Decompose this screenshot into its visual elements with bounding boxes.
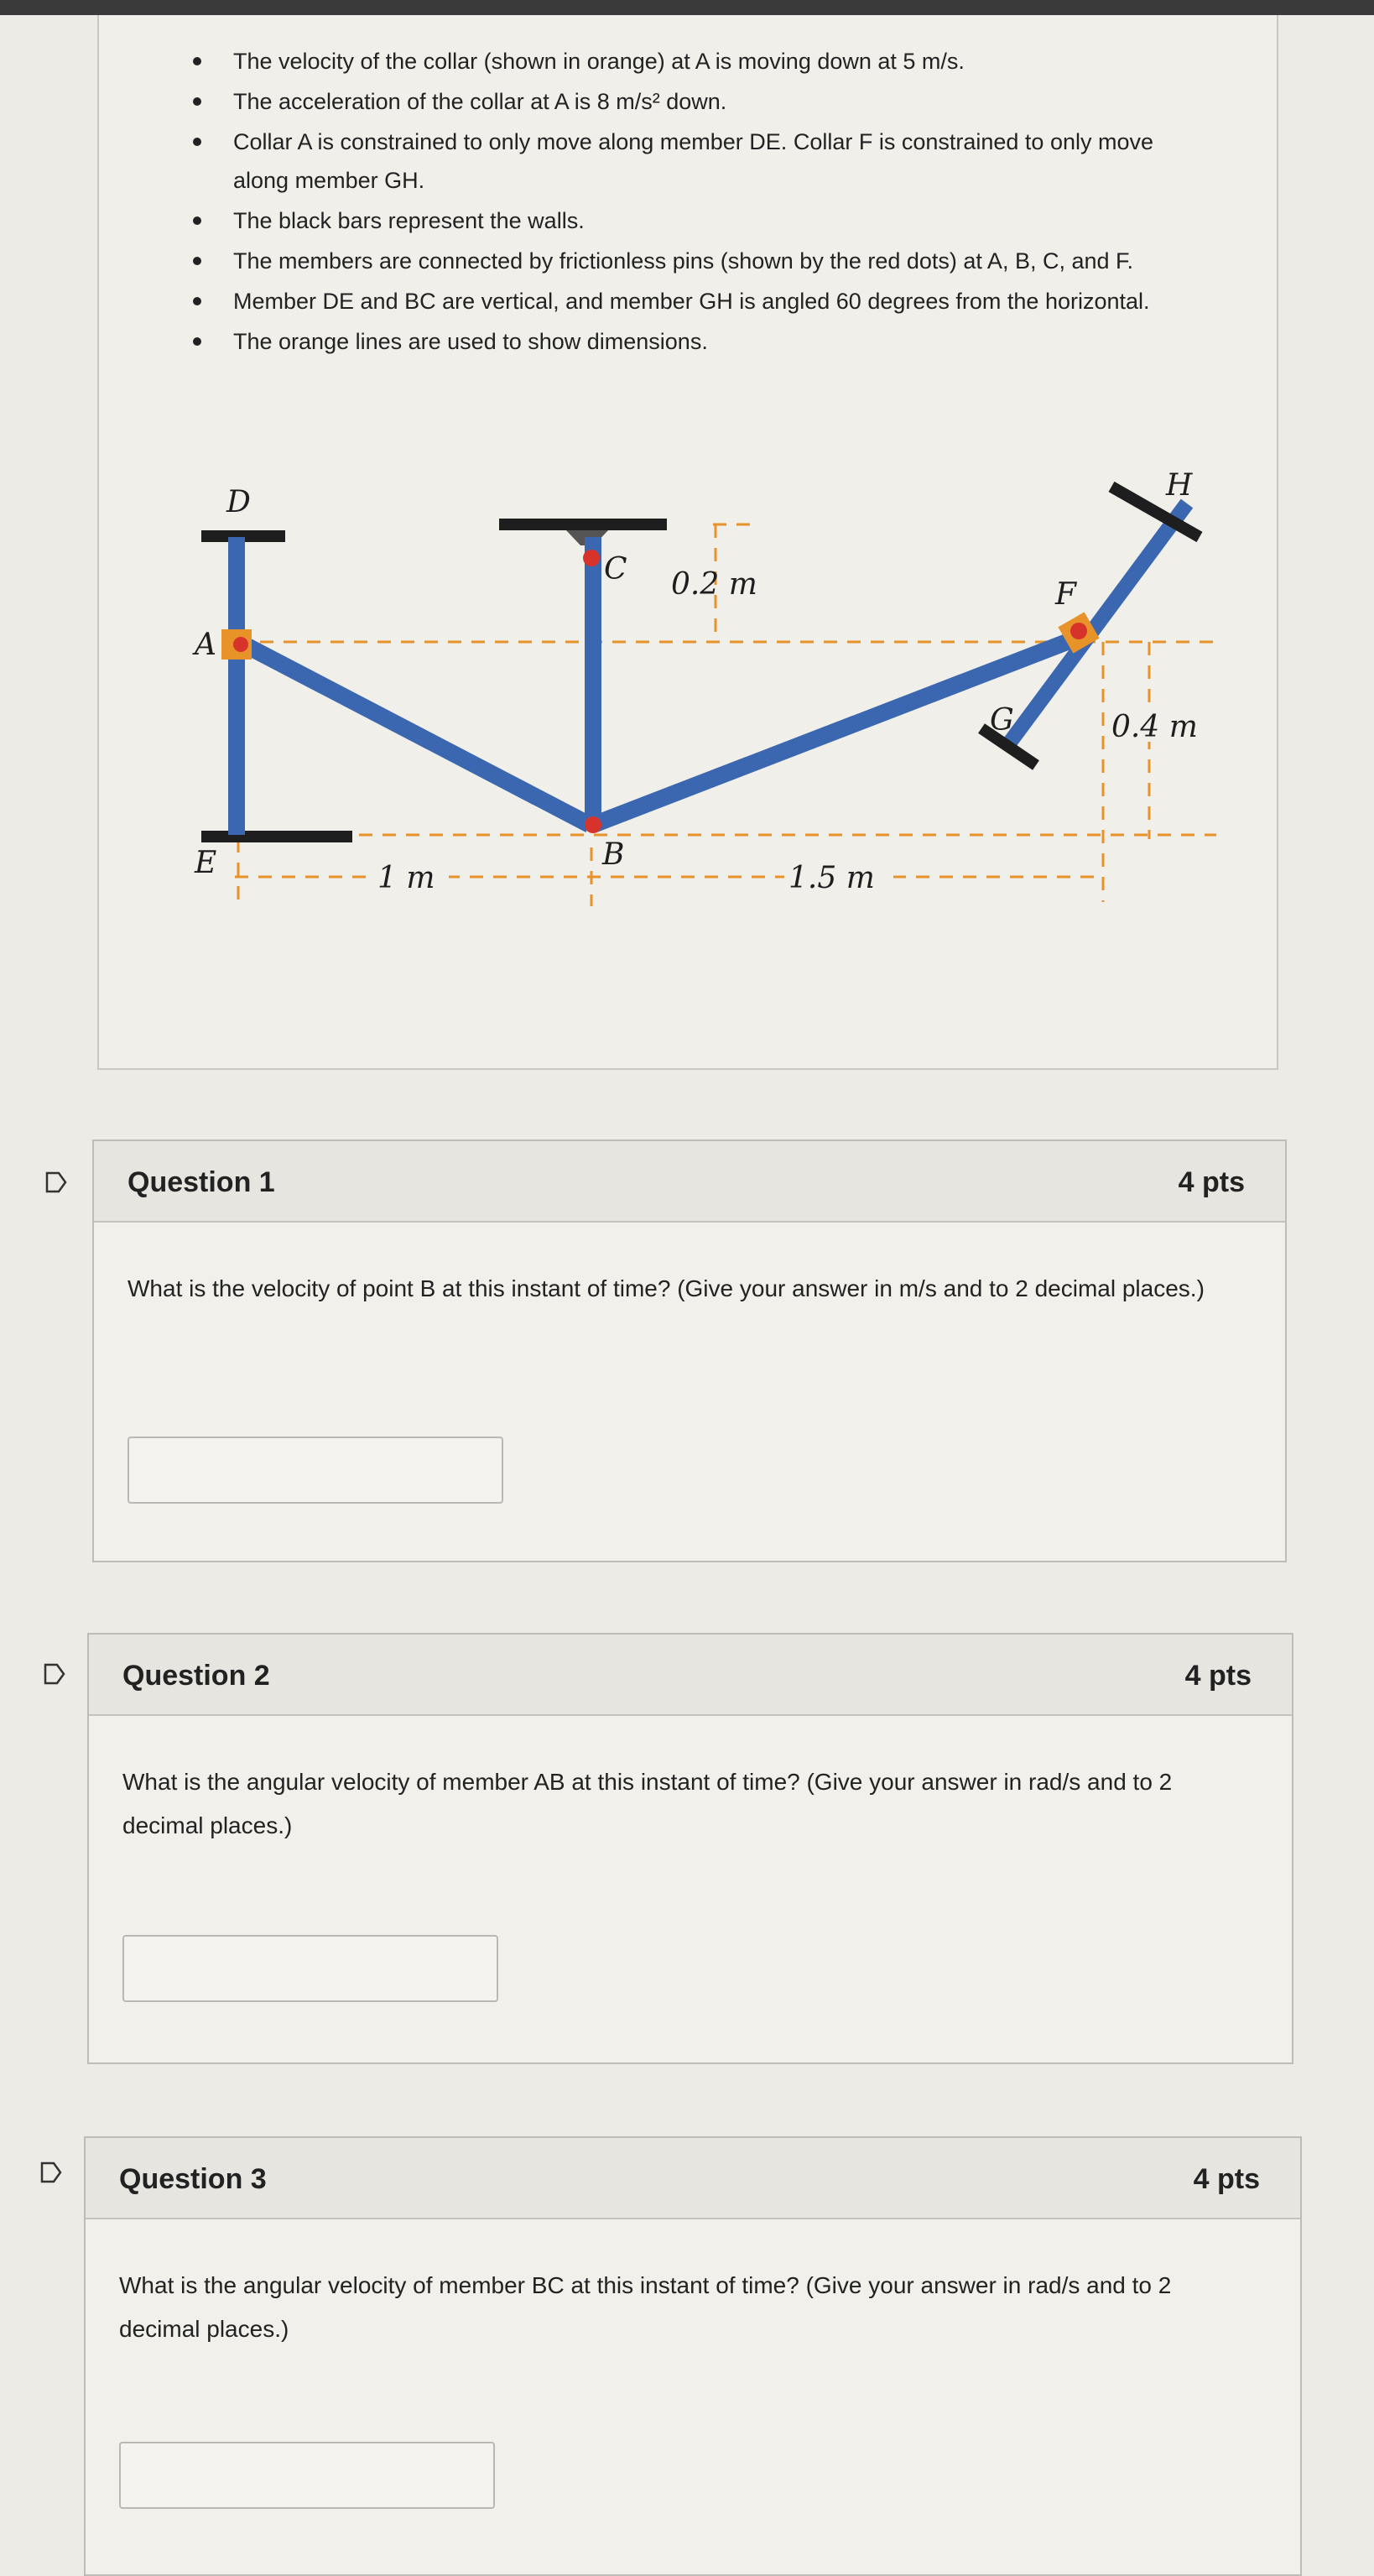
bullet-icon bbox=[193, 97, 201, 106]
question-1-text: What is the velocity of point B at this instant of time? (Give your answer in m/s and to 2 decimal places.) bbox=[128, 1275, 1205, 1301]
bookmark-flag-icon[interactable] bbox=[44, 1170, 69, 1195]
member-ab bbox=[241, 643, 590, 825]
pin-f bbox=[1070, 623, 1087, 639]
bookmark-flag-icon[interactable] bbox=[39, 2160, 64, 2185]
bullet-item: Member DE and BC are vertical, and member GH is angled 60 degrees from the horizontal. bbox=[193, 282, 1233, 321]
label-f: F bbox=[1055, 577, 1076, 612]
bullet-icon bbox=[193, 138, 201, 146]
label-e: E bbox=[195, 846, 217, 880]
top-bar bbox=[0, 0, 1374, 15]
label-h: H bbox=[1166, 468, 1193, 503]
question-2-title: Question 2 bbox=[122, 1660, 270, 1692]
question-2-answer-input[interactable] bbox=[122, 1935, 498, 2002]
question-2-points: 4 pts bbox=[1184, 1660, 1252, 1692]
question-3-card bbox=[84, 2136, 1302, 2576]
bullet-icon bbox=[193, 257, 201, 265]
wall-e bbox=[201, 831, 352, 842]
dim-label-0-4m: 0.4 m bbox=[1111, 710, 1198, 744]
wall-c bbox=[499, 519, 667, 530]
dim-label-1m: 1 m bbox=[377, 861, 435, 895]
bullet-item: Collar A is constrained to only move along member DE. Collar F is constrained to only move along member GH. bbox=[193, 123, 1233, 200]
question-1-points: 4 pts bbox=[1178, 1166, 1245, 1198]
question-2-text: What is the angular velocity of member AB at this instant of time? (Give your answer in rad/s and to 2 decimal places.) bbox=[122, 1769, 1173, 1838]
pin-c bbox=[583, 550, 600, 566]
bullet-icon bbox=[193, 57, 201, 65]
bullet-item: The velocity of the collar (shown in orange) at A is moving down at 5 m/s. bbox=[193, 42, 1233, 81]
bullet-item: The black bars represent the walls. bbox=[193, 201, 1233, 240]
question-3-header bbox=[86, 2138, 1300, 2219]
problem-bullet-list bbox=[193, 42, 1233, 362]
question-3-points: 4 pts bbox=[1193, 2163, 1260, 2195]
bullet-item: The acceleration of the collar at A is 8 m/s² down. bbox=[193, 82, 1233, 121]
bookmark-flag-icon[interactable] bbox=[42, 1661, 67, 1687]
label-c: C bbox=[604, 552, 627, 587]
dim-label-0-2m: 0.2 m bbox=[671, 567, 757, 602]
mechanism-diagram bbox=[134, 453, 1250, 906]
bullet-icon bbox=[193, 337, 201, 346]
bullet-icon bbox=[193, 297, 201, 305]
question-1-answer-input[interactable] bbox=[128, 1437, 503, 1504]
members bbox=[237, 537, 1078, 835]
question-3-title: Question 3 bbox=[119, 2163, 267, 2195]
label-b: B bbox=[602, 837, 625, 872]
label-g: G bbox=[990, 703, 1014, 738]
dim-label-1-5m: 1.5 m bbox=[788, 861, 875, 895]
question-1-header bbox=[94, 1141, 1285, 1223]
label-a: A bbox=[195, 628, 216, 662]
question-3-answer-input[interactable] bbox=[119, 2442, 495, 2509]
pin-b bbox=[585, 816, 601, 833]
label-d: D bbox=[226, 485, 251, 519]
bullet-item: The members are connected by frictionless pins (shown by the red dots) at A, B, C, and F. bbox=[193, 242, 1233, 280]
question-1-card bbox=[92, 1139, 1287, 1562]
question-2-card bbox=[87, 1633, 1293, 2064]
bullet-item: The orange lines are used to show dimensions. bbox=[193, 322, 1233, 361]
question-1-title: Question 1 bbox=[128, 1166, 275, 1198]
question-3-text: What is the angular velocity of member BC at this instant of time? (Give your answer in rad/s and to 2 decimal places.) bbox=[119, 2272, 1172, 2342]
question-2-header bbox=[89, 1635, 1292, 1716]
bullet-icon bbox=[193, 216, 201, 225]
pin-a bbox=[233, 637, 248, 652]
